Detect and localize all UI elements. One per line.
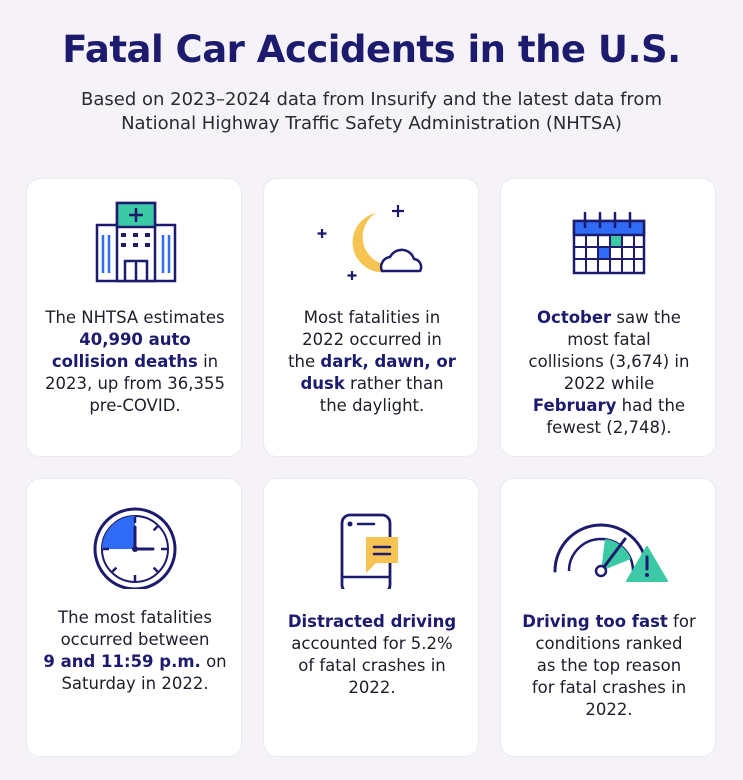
phone-message-icon [264, 479, 480, 589]
speedometer-warning-icon [501, 479, 717, 589]
stat-card-speeding [500, 478, 716, 757]
subtitle-line-2: National Highway Traffic Safety Administration (NHTSA) [121, 113, 622, 134]
moon-night-icon [264, 179, 480, 289]
card-text: Driving too fast for conditions ranked as the top reason for fatal crashes in 2022. [522, 612, 696, 719]
clock-icon [27, 479, 243, 589]
page-title: Fatal Car Accidents in the U.S. [62, 28, 681, 71]
subtitle-line-1: Based on 2023–2024 data from Insurify and the latest data from [81, 89, 662, 110]
stat-card-distracted [263, 478, 479, 757]
stat-card-deaths [26, 178, 242, 457]
stat-card-months [500, 178, 716, 457]
card-text: The NHTSA estimates 40,990 auto collision deaths in 2023, up from 36,355 pre-COVID. [44, 308, 226, 415]
page-subtitle [20, 88, 723, 136]
card-text: October saw the most fatal collisions (3,674) in 2022 while February had the fewest (2,748). [528, 308, 690, 437]
card-text: Most fatalities in 2022 occurred in the dark, dawn, or dusk rather than the daylight. [288, 308, 456, 415]
stat-card-time [26, 478, 242, 757]
card-text: The most fatalities occurred between 9 and 11:59 p.m. on Saturday in 2022. [43, 608, 227, 693]
calendar-icon [501, 179, 717, 289]
hospital-icon [27, 179, 243, 289]
stat-card-lighting [263, 178, 479, 457]
card-text: Distracted driving accounted for 5.2% of fatal crashes in 2022. [287, 612, 457, 697]
